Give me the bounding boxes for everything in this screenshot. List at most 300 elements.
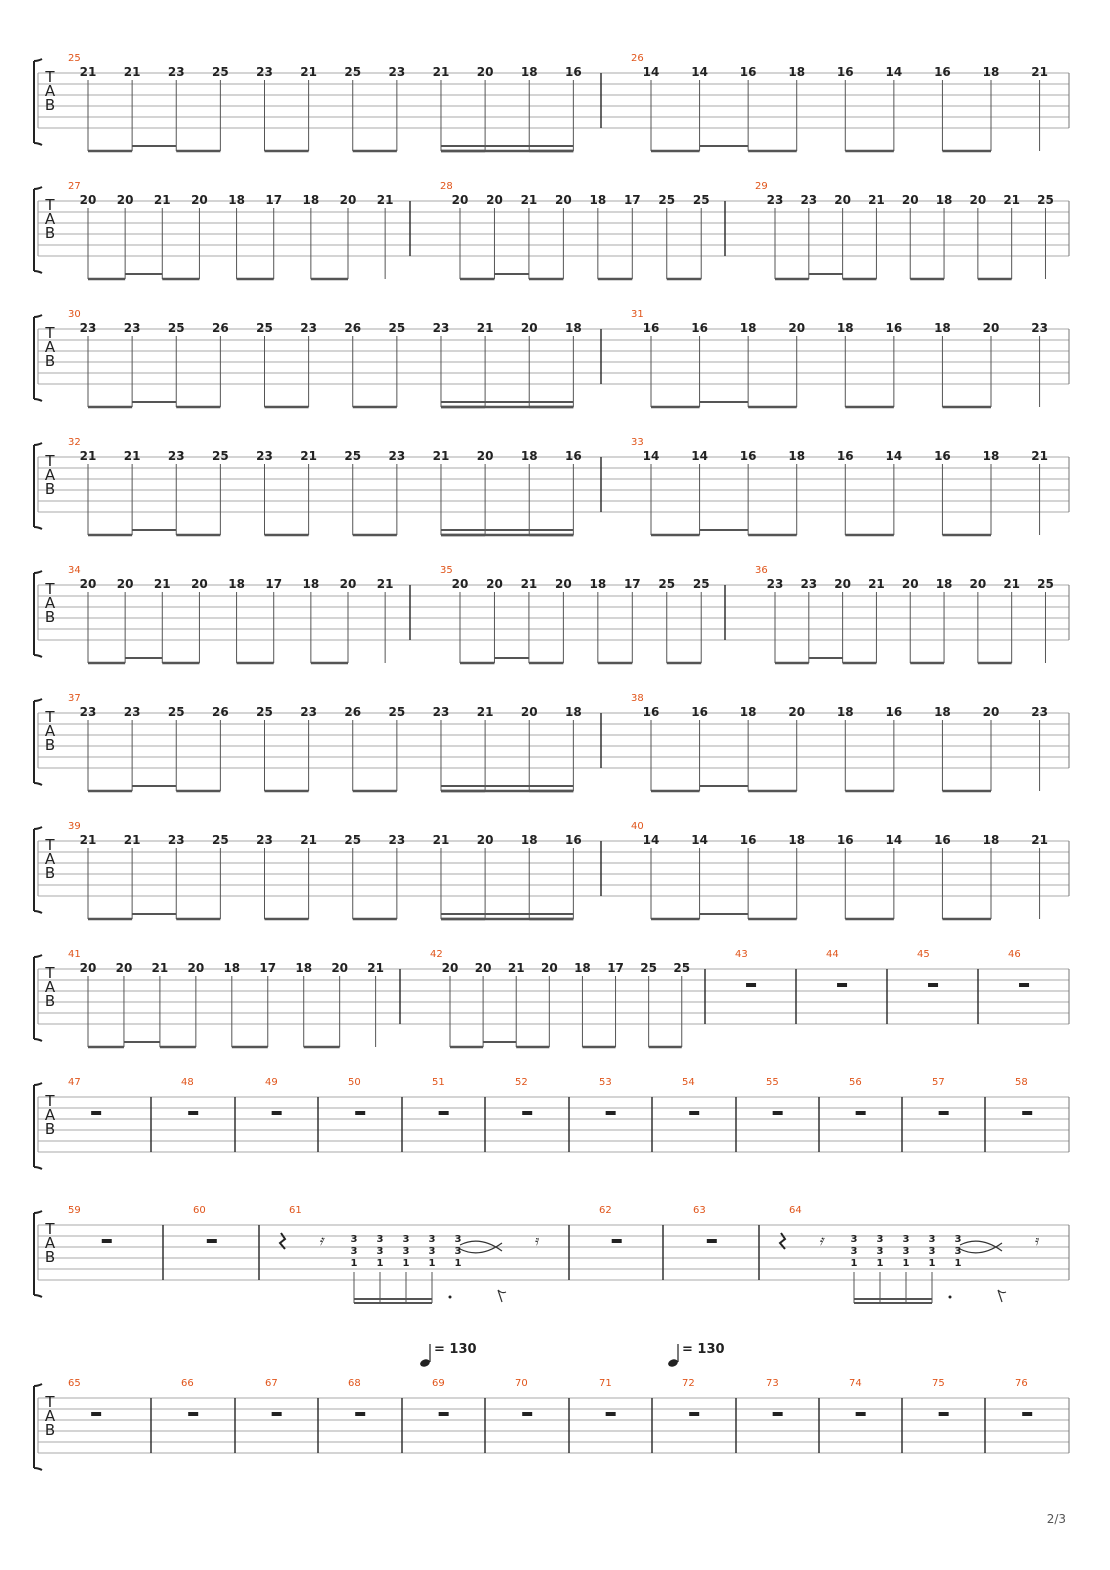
fret-number: 18	[295, 961, 313, 975]
measure	[440, 181, 710, 279]
measure	[693, 1205, 717, 1243]
measure	[755, 565, 1054, 663]
whole-rest	[91, 1111, 101, 1115]
tab-clef-letter: B	[44, 352, 56, 370]
fret-number: 23	[79, 321, 97, 335]
fret-number: 20	[79, 577, 97, 591]
fret-number: 18	[788, 449, 806, 463]
whole-rest	[837, 983, 847, 987]
whole-rest	[856, 1111, 866, 1115]
fret-number: 21	[300, 449, 317, 463]
chord-fret: 1	[376, 1258, 384, 1269]
fret-number: 20	[79, 961, 97, 975]
fret-number: 18	[302, 193, 320, 207]
fret-number: 23	[388, 833, 406, 847]
measure-number: 37	[68, 693, 81, 704]
tab-clef-letter: B	[44, 864, 56, 882]
measure	[68, 437, 582, 535]
fret-number: 20	[331, 961, 349, 975]
chord-fret: 1	[350, 1258, 358, 1269]
measure	[735, 949, 756, 987]
fret-number: 14	[691, 65, 708, 79]
whole-rest	[522, 1111, 532, 1115]
tab-clef-letter: T	[45, 1220, 55, 1238]
measure-number: 31	[631, 309, 644, 320]
measure	[68, 53, 582, 151]
whole-rest	[1022, 1412, 1032, 1416]
fret-number: 25	[673, 961, 691, 975]
measure-number: 71	[599, 1378, 612, 1389]
fret-number: 20	[476, 449, 494, 463]
tab-clef-letter: A	[44, 1234, 56, 1252]
measure-number: 30	[68, 309, 81, 320]
fret-number: 21	[123, 833, 141, 847]
measure-number: 39	[68, 821, 81, 832]
fret-number: 18	[934, 705, 951, 719]
chord-fret: 3	[902, 1234, 910, 1245]
whole-rest	[928, 983, 938, 987]
fret-number: 20	[115, 961, 133, 975]
fret-number: 23	[766, 577, 784, 591]
fret-number: 18	[520, 65, 538, 79]
fret-number: 20	[187, 961, 205, 975]
fret-number: 17	[623, 193, 641, 207]
fret-number: 18	[223, 961, 241, 975]
measure	[755, 181, 1054, 279]
sixteenth-rest: 𝄿	[535, 1233, 540, 1249]
measure	[430, 949, 690, 1047]
measure	[682, 1077, 699, 1115]
tab-clef-letter: T	[45, 68, 55, 86]
chord-fret: 3	[428, 1246, 436, 1257]
measure-number: 76	[1015, 1378, 1028, 1389]
measure-number: 61	[289, 1205, 302, 1216]
fret-number: 17	[259, 961, 277, 975]
measure	[1015, 1077, 1032, 1115]
fret-number: 23	[256, 449, 273, 463]
fret-number: 25	[256, 321, 273, 335]
fret-number: 23	[800, 193, 818, 207]
fret-number: 20	[969, 193, 987, 207]
measure	[193, 1205, 217, 1243]
measure	[515, 1077, 532, 1115]
measure	[780, 1205, 1040, 1303]
measure-number: 49	[265, 1077, 278, 1088]
fret-number: 18	[982, 833, 1000, 847]
measure	[932, 1077, 949, 1115]
measure-number: 62	[599, 1205, 612, 1216]
chord-fret: 3	[428, 1234, 436, 1245]
fret-number: 21	[432, 833, 450, 847]
fret-number: 26	[212, 705, 229, 719]
fret-number: 18	[836, 321, 854, 335]
measure	[849, 1077, 866, 1115]
whole-rest	[91, 1412, 101, 1416]
measure	[68, 1378, 101, 1416]
measure	[280, 1205, 540, 1303]
whole-rest	[1022, 1111, 1032, 1115]
measure	[682, 1378, 699, 1416]
fret-number: 16	[934, 449, 951, 463]
fret-number: 20	[788, 321, 806, 335]
measure	[766, 1077, 783, 1115]
measure-number: 41	[68, 949, 81, 960]
fret-number: 21	[79, 833, 97, 847]
chord-fret: 1	[402, 1258, 410, 1269]
fret-number: 20	[520, 321, 538, 335]
measure-number: 51	[432, 1077, 445, 1088]
fret-number: 16	[739, 449, 757, 463]
fret-number: 20	[555, 193, 572, 207]
fret-number: 18	[574, 961, 591, 975]
fret-number: 18	[520, 449, 538, 463]
fret-number: 16	[836, 65, 854, 79]
measure	[631, 309, 1048, 407]
measure	[348, 1378, 365, 1416]
fret-number: 23	[300, 321, 317, 335]
measure-number: 34	[68, 565, 81, 576]
measure-number: 53	[599, 1077, 612, 1088]
chord-fret: 1	[454, 1258, 462, 1269]
chord-fret: 1	[928, 1258, 936, 1269]
fret-number: 16	[691, 321, 708, 335]
fret-number: 23	[256, 833, 273, 847]
fret-number: 26	[212, 321, 229, 335]
whole-rest	[606, 1111, 616, 1115]
tab-system	[34, 1342, 1069, 1470]
sixteenth-rest: 𝄿	[1035, 1233, 1040, 1249]
fret-number: 25	[388, 705, 406, 719]
measure-number: 75	[932, 1378, 945, 1389]
tab-clef-letter: B	[44, 96, 56, 114]
fret-number: 14	[885, 65, 903, 79]
whole-rest	[522, 1412, 532, 1416]
note-flag	[998, 1290, 1006, 1302]
tab-clef-letter: B	[44, 736, 56, 754]
chord-fret: 3	[376, 1234, 384, 1245]
fret-number: 20	[191, 193, 208, 207]
fret-number: 20	[476, 65, 494, 79]
measure-number: 66	[181, 1378, 194, 1389]
fret-number: 23	[766, 193, 784, 207]
measure	[631, 821, 1048, 919]
fret-number: 20	[451, 193, 469, 207]
tab-clef-letter: B	[44, 1248, 56, 1266]
fret-number: 21	[1031, 833, 1048, 847]
fret-number: 23	[300, 705, 317, 719]
measure	[515, 1378, 532, 1416]
fret-number: 20	[834, 577, 851, 591]
whole-rest	[355, 1111, 365, 1115]
tab-system	[34, 565, 1069, 663]
fret-number: 18	[934, 321, 951, 335]
measure	[68, 181, 393, 279]
chord-fret: 3	[954, 1234, 962, 1245]
measure	[917, 949, 938, 987]
chord-fret: 3	[928, 1246, 936, 1257]
fret-number: 23	[79, 705, 97, 719]
chord-fret: 3	[876, 1234, 884, 1245]
measure	[432, 1077, 449, 1115]
quarter-note-icon	[667, 1358, 679, 1368]
fret-number: 21	[520, 577, 538, 591]
fret-number: 16	[934, 65, 951, 79]
measure-number: 47	[68, 1077, 81, 1088]
measure	[265, 1077, 282, 1115]
measure	[68, 821, 582, 919]
measure-number: 25	[68, 53, 81, 64]
tab-clef-letter: B	[44, 1120, 56, 1138]
measure-number: 65	[68, 1378, 81, 1389]
fret-number: 18	[935, 577, 953, 591]
tempo-text: = 130	[434, 1342, 477, 1357]
fret-number: 18	[788, 65, 806, 79]
measure-number: 70	[515, 1378, 528, 1389]
fret-number: 18	[788, 833, 806, 847]
measure-number: 46	[1008, 949, 1021, 960]
tab-system	[34, 53, 1069, 151]
tempo-text: = 130	[682, 1342, 725, 1357]
dot	[449, 1296, 452, 1299]
fret-number: 18	[520, 833, 538, 847]
fret-number: 25	[256, 705, 273, 719]
fret-number: 21	[123, 449, 141, 463]
fret-number: 17	[607, 961, 624, 975]
measure	[599, 1205, 622, 1243]
fret-number: 16	[885, 321, 903, 335]
tab-clef-letter: B	[44, 608, 56, 626]
measure	[599, 1077, 616, 1115]
fret-number: 23	[123, 321, 141, 335]
whole-rest	[355, 1412, 365, 1416]
measure-number: 55	[766, 1077, 779, 1088]
fret-number: 23	[432, 321, 450, 335]
measure	[631, 53, 1048, 151]
chord-fret: 1	[876, 1258, 884, 1269]
fret-number: 18	[982, 65, 1000, 79]
chord-fret: 3	[454, 1234, 462, 1245]
measure-number: 44	[826, 949, 839, 960]
fret-number: 20	[901, 577, 919, 591]
fret-number: 23	[388, 65, 406, 79]
fret-number: 16	[564, 65, 582, 79]
measure-number: 32	[68, 437, 81, 448]
measure-number: 56	[849, 1077, 862, 1088]
fret-number: 16	[642, 321, 660, 335]
chord-fret: 3	[402, 1246, 410, 1257]
measure-number: 38	[631, 693, 644, 704]
measure-number: 48	[181, 1077, 194, 1088]
tab-system	[34, 949, 1069, 1047]
measure	[849, 1378, 866, 1416]
measure	[68, 1077, 101, 1115]
fret-number: 21	[868, 193, 885, 207]
fret-number: 21	[151, 961, 169, 975]
fret-number: 20	[540, 961, 558, 975]
fret-number: 18	[982, 449, 1000, 463]
tab-clef-letter: A	[44, 338, 56, 356]
fret-number: 21	[376, 193, 394, 207]
fret-number: 25	[344, 833, 362, 847]
fret-number: 25	[344, 65, 362, 79]
fret-number: 26	[344, 321, 362, 335]
measure-number: 58	[1015, 1077, 1028, 1088]
tab-clef-letter: A	[44, 210, 56, 228]
fret-number: 20	[79, 193, 97, 207]
sixteenth-rest: 𝄿	[819, 1233, 824, 1249]
measure-number: 74	[849, 1378, 862, 1389]
fret-number: 25	[344, 449, 362, 463]
tab-clef-letter: B	[44, 1421, 56, 1439]
page-number: 2/3	[1046, 1512, 1066, 1526]
fret-number: 20	[116, 577, 134, 591]
fret-number: 23	[123, 705, 141, 719]
fret-number: 23	[1031, 321, 1048, 335]
fret-number: 18	[589, 577, 607, 591]
fret-number: 16	[739, 65, 757, 79]
measure	[826, 949, 847, 987]
measure-number: 54	[682, 1077, 695, 1088]
whole-rest	[689, 1111, 699, 1115]
tab-clef-letter: T	[45, 1393, 55, 1411]
measure-number: 33	[631, 437, 644, 448]
fret-number: 20	[982, 705, 1000, 719]
whole-rest	[272, 1111, 282, 1115]
measure-number: 36	[755, 565, 768, 576]
fret-number: 25	[658, 577, 676, 591]
fret-number: 16	[739, 833, 757, 847]
measure	[181, 1378, 198, 1416]
measure	[932, 1378, 949, 1416]
fret-number: 21	[300, 833, 317, 847]
measure-number: 60	[193, 1205, 206, 1216]
fret-number: 16	[564, 833, 582, 847]
fret-number: 21	[300, 65, 317, 79]
fret-number: 23	[256, 65, 273, 79]
chord-fret: 1	[902, 1258, 910, 1269]
tab-system	[34, 437, 1069, 535]
measure-number: 72	[682, 1378, 695, 1389]
fret-number: 25	[658, 193, 676, 207]
fret-number: 18	[228, 577, 245, 591]
chord-fret: 3	[402, 1234, 410, 1245]
whole-rest	[707, 1239, 717, 1243]
tab-clef-letter: A	[44, 594, 56, 612]
fret-number: 20	[555, 577, 572, 591]
chord-fret: 3	[876, 1246, 884, 1257]
fret-number: 17	[265, 193, 283, 207]
fret-number: 16	[691, 705, 708, 719]
fret-number: 14	[642, 833, 660, 847]
tab-clef-letter: A	[44, 1407, 56, 1425]
tab-clef-letter: B	[44, 992, 56, 1010]
measure-number: 35	[440, 565, 453, 576]
fret-number: 18	[836, 705, 854, 719]
fret-number: 25	[212, 65, 229, 79]
fret-number: 20	[441, 961, 459, 975]
tab-system	[34, 181, 1069, 279]
fret-number: 23	[800, 577, 818, 591]
fret-number: 21	[868, 577, 885, 591]
fret-number: 14	[885, 449, 903, 463]
tab-system	[34, 1077, 1069, 1169]
whole-rest	[773, 1412, 783, 1416]
measure	[68, 693, 582, 791]
fret-number: 16	[836, 833, 854, 847]
fret-number: 16	[564, 449, 582, 463]
fret-number: 20	[520, 705, 538, 719]
measure-number: 59	[68, 1205, 81, 1216]
tab-system	[34, 309, 1069, 407]
tab-clef-letter: T	[45, 964, 55, 982]
fret-number: 18	[739, 705, 757, 719]
fret-number: 21	[1003, 577, 1021, 591]
chord-fret: 1	[954, 1258, 962, 1269]
fret-number: 14	[691, 833, 708, 847]
fret-number: 23	[167, 449, 185, 463]
whole-rest	[939, 1111, 949, 1115]
tab-clef-letter: A	[44, 82, 56, 100]
fret-number: 21	[1003, 193, 1021, 207]
measure-number: 40	[631, 821, 644, 832]
measure	[440, 565, 710, 663]
dot	[949, 1296, 952, 1299]
measure-number: 73	[766, 1378, 779, 1389]
chord-fret: 3	[454, 1246, 462, 1257]
whole-rest	[102, 1239, 112, 1243]
chord-fret: 3	[954, 1246, 962, 1257]
fret-number: 26	[344, 705, 362, 719]
measure	[631, 437, 1048, 535]
measure	[1015, 1378, 1032, 1416]
fret-number: 20	[191, 577, 208, 591]
whole-rest	[272, 1412, 282, 1416]
whole-rest	[773, 1111, 783, 1115]
measure-number: 26	[631, 53, 644, 64]
fret-number: 20	[474, 961, 492, 975]
chord-fret: 3	[928, 1234, 936, 1245]
fret-number: 21	[376, 577, 394, 591]
fret-number: 23	[1031, 705, 1048, 719]
whole-rest	[689, 1412, 699, 1416]
measure	[265, 1378, 282, 1416]
measure-number: 52	[515, 1077, 528, 1088]
fret-number: 18	[228, 193, 245, 207]
fret-number: 18	[589, 193, 607, 207]
whole-rest	[746, 983, 756, 987]
measure	[766, 1378, 783, 1416]
fret-number: 23	[432, 705, 450, 719]
fret-number: 18	[302, 577, 320, 591]
measure	[68, 1205, 112, 1243]
tab-clef-letter: A	[44, 1106, 56, 1124]
fret-number: 21	[476, 705, 494, 719]
measure	[181, 1077, 198, 1115]
fret-number: 21	[367, 961, 384, 975]
fret-number: 20	[339, 577, 357, 591]
chord-fret: 3	[376, 1246, 384, 1257]
fret-number: 17	[265, 577, 283, 591]
measure-number: 42	[430, 949, 443, 960]
chord-fret: 1	[428, 1258, 436, 1269]
whole-rest	[439, 1412, 449, 1416]
chord-fret: 1	[850, 1258, 858, 1269]
fret-number: 14	[642, 449, 660, 463]
fret-number: 16	[885, 705, 903, 719]
fret-number: 18	[935, 193, 953, 207]
tab-system	[34, 693, 1069, 791]
fret-number: 21	[79, 65, 97, 79]
